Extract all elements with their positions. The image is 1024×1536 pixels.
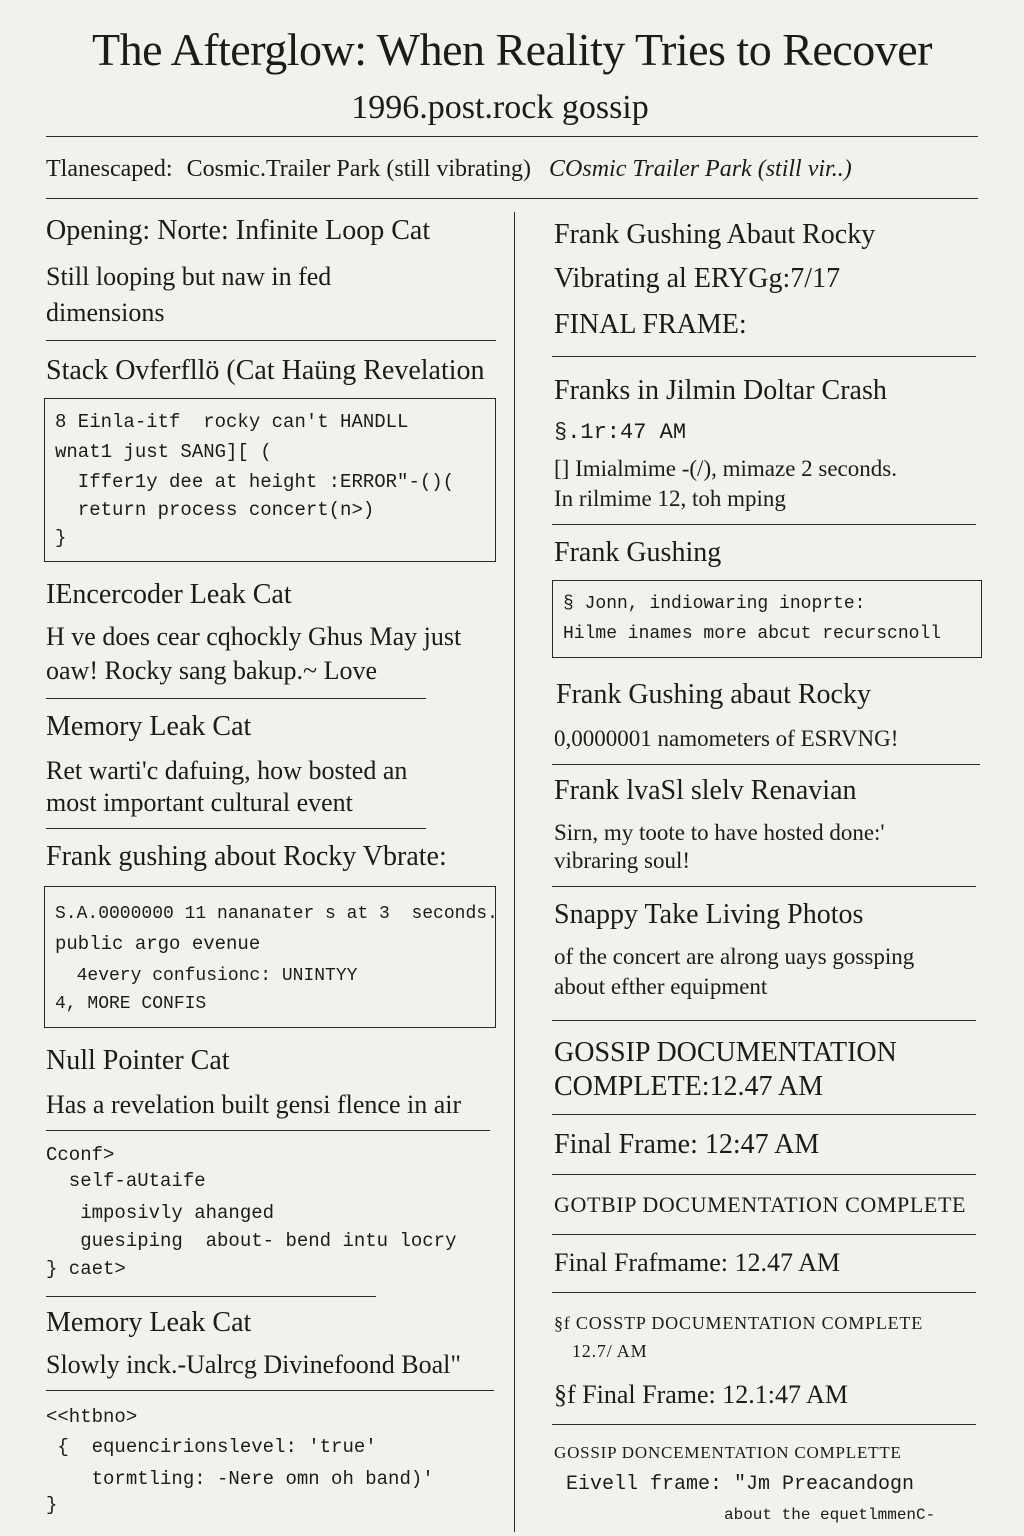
code-line: return process concert(n>): [55, 499, 375, 521]
timestamp: 12.7/ AM: [572, 1341, 648, 1361]
status-text: §f COSSTP DOCUMENTATION COMPLETE: [554, 1313, 924, 1333]
timestamp: §.1r:47 AM: [554, 420, 687, 445]
section-rule: [46, 1390, 494, 1391]
code-box: [552, 580, 982, 658]
code-line: Hilme inames more abcut recurscnoll: [563, 624, 942, 644]
section-heading: COMPLETE:12.47 AM: [554, 1071, 824, 1102]
code-line: 4, MORE CONFIS: [55, 994, 207, 1014]
section-rule: [552, 764, 980, 765]
final-frame-text: Final Frafmame: 12.47 AM: [554, 1248, 840, 1277]
section-text: dimensions: [46, 298, 165, 327]
section-text: Still looping but naw in fed: [46, 262, 332, 291]
section-rule: [552, 524, 976, 525]
section-rule: [46, 828, 426, 829]
section-text: Vibrating al ERYGg:7/17: [554, 263, 841, 294]
section-heading: Frank Gushing abaut Rocky: [556, 679, 871, 710]
code-line: } caet>: [46, 1258, 126, 1280]
section-heading: GOSSIP DOCUMENTATION: [554, 1037, 897, 1068]
page-title: The Afterglow: When Reality Tries to Recover: [92, 24, 932, 75]
section-heading: Franks in Jilmin Doltar Crash: [554, 375, 887, 406]
section-heading: Memory Leak Cat: [46, 1307, 252, 1338]
section-text: vibraring soul!: [554, 848, 691, 873]
section-rule: [552, 1174, 976, 1175]
code-line: wnat1 just SANG][ (: [55, 441, 272, 463]
final-frame-text: §f Final Frame: 12.1:47 AM: [554, 1380, 848, 1409]
code-box: [44, 398, 496, 562]
code-line: public argo evenue: [55, 933, 261, 955]
location-value: Cosmic.Trailer Park (still vibrating): [186, 156, 532, 182]
section-heading: Memory Leak Cat: [46, 711, 252, 742]
section-rule: [46, 1130, 490, 1131]
header-rule-bottom: [46, 198, 978, 199]
section-text: In rilmime 12, toh mping: [554, 486, 786, 511]
section-rule: [552, 356, 976, 357]
final-frame-text: Final Frame: 12:47 AM: [554, 1129, 820, 1160]
code-line: self-aUtaife: [46, 1170, 206, 1192]
section-rule: [552, 1424, 976, 1425]
section-rule: [552, 1234, 976, 1235]
section-rule: [46, 1296, 376, 1297]
section-text: Eivell frame: "Jm Preacandogn: [566, 1473, 915, 1496]
section-rule: [552, 1292, 976, 1293]
location-line: [46, 152, 1006, 186]
section-heading: Frank lvaSl slelv Renavian: [554, 775, 857, 806]
section-text: Has a revelation built gensi flence in air: [46, 1090, 462, 1119]
section-heading: IEncercoder Leak Cat: [46, 579, 292, 610]
page-subtitle: 1996.post.rock gossip: [351, 89, 649, 126]
code-line: Iffer1y dee at height :ERROR"-()(: [55, 471, 455, 493]
section-rule: [552, 886, 976, 887]
section-rule: [552, 1114, 976, 1115]
code-line: { equencirionslevel: 'true': [46, 1436, 377, 1458]
location-alt: COsmic Trailer Park (still vir..): [549, 156, 852, 182]
section-heading: Opening: Norte: Infinite Loop Cat: [46, 215, 431, 246]
section-text: most important cultural event: [46, 788, 353, 817]
section-text: of the concert are alrong uays gossping: [554, 944, 915, 969]
section-heading: Frank gushing about Rocky Vbrate:: [46, 841, 447, 872]
section-text: 0,0000001 namometers of ESRVNG!: [554, 726, 899, 751]
section-heading: Stack Ovferfllö (Cat Haüng Revelation: [46, 355, 485, 386]
section-heading: Null Pointer Cat: [46, 1045, 230, 1076]
section-text: FINAL FRAME:: [554, 309, 747, 340]
code-line: }: [46, 1494, 58, 1516]
code-line: 8 Einla-itf rocky can't HANDLL: [55, 411, 409, 433]
code-line: § Jonn, indiowaring inoprte:: [563, 594, 866, 614]
code-line: guesiping about- bend intu locry: [46, 1230, 457, 1252]
code-line: tormtling: -Nere omn oh band)': [46, 1468, 434, 1490]
code-line: <<htbno>: [46, 1406, 138, 1428]
code-line: }: [55, 527, 67, 549]
code-line: imposivly ahanged: [46, 1202, 275, 1224]
code-box: [44, 886, 496, 1028]
section-text: Sirn, my toote to have hosted done:': [554, 820, 885, 845]
section-text: oaw! Rocky sang bakup.~ Love: [46, 656, 378, 685]
status-text: GOSSIP DONCEMENTATION COMPLETTE: [554, 1443, 902, 1462]
status-text: GOTBIP DOCUMENTATION COMPLETE: [554, 1192, 967, 1217]
section-text: Slowly inck.-Ualrcg Divinefoond Boal": [46, 1350, 461, 1379]
section-heading: Frank Gushing Abaut Rocky: [554, 219, 876, 250]
section-text: Ret warti'c dafuing, how bosted an: [46, 756, 408, 785]
section-rule: [46, 340, 496, 341]
section-text: [] Imialmime -(/), mimaze 2 seconds.: [554, 456, 897, 481]
code-line: 4every confusionc: UNINTYY: [55, 966, 358, 986]
section-text: about the equetlmmenC-: [724, 1506, 936, 1524]
section-text: about efther equipment: [554, 974, 768, 999]
code-line: Cconf>: [46, 1144, 115, 1166]
section-rule: [46, 698, 426, 699]
section-heading: Snappy Take Living Photos: [554, 899, 864, 930]
header-rule-top: [46, 136, 978, 137]
code-line: S.A.0000000 11 nananater s at 3 seconds.: [55, 904, 498, 924]
section-text: H ve does cear cqhockly Ghus May just: [46, 622, 462, 651]
location-label: Tlanescaped:: [46, 156, 173, 182]
section-rule: [552, 1020, 976, 1021]
column-divider: [514, 212, 515, 1532]
section-heading: Frank Gushing: [554, 537, 722, 568]
